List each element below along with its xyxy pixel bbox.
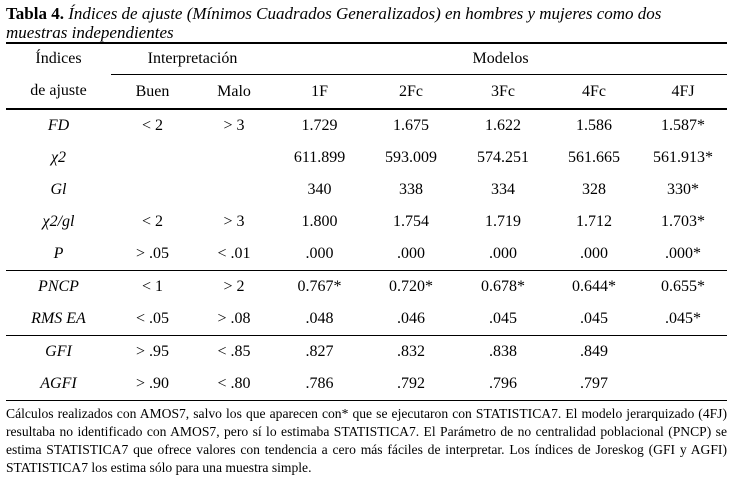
- index-name: Gl: [50, 181, 67, 198]
- header-model-3fc: 3Fc: [491, 82, 516, 100]
- criterion-malo: > 2: [194, 271, 274, 304]
- header-model-4fj: 4FJ: [671, 82, 695, 100]
- model-value: 0.720*: [365, 271, 457, 304]
- criterion-malo: < .01: [217, 245, 251, 262]
- model-value: .000: [580, 245, 609, 262]
- model-value: 1.622: [457, 109, 549, 142]
- header-modelos: Modelos: [274, 43, 727, 75]
- table-body: [6, 109, 727, 401]
- model-value: 0.767*: [274, 271, 365, 304]
- model-value: .045*: [665, 310, 702, 327]
- criterion-malo: [194, 174, 274, 206]
- model-value: 1.800: [301, 213, 338, 230]
- criterion-buen: < 2: [141, 213, 164, 230]
- model-value: .796: [457, 368, 549, 401]
- index-name: PNCP: [6, 271, 111, 304]
- model-value: .048: [305, 310, 334, 327]
- model-value: 1.712: [576, 213, 613, 230]
- model-value: [639, 368, 727, 401]
- index-name: FD: [6, 109, 111, 142]
- table-row: [6, 368, 727, 401]
- table-note: Cálculos realizados con AMOS7, salvo los que aparecen con* que se ejecutaron con STATISTICA7. El modelo jerarquizado (4FJ) resultaba no identificado con AMOS7, pero sí lo estimaba STATISTICA7. El Parámetro de no centralidad poblacional (PNCP) se estima STATISTICA7 que ofrece valores con tendencia a cero más fáciles de interpretar. Los índices de Joreskog (GFI y AGFI) STATISTICA7 los estima sólo para una muestra simple.: [6, 406, 727, 475]
- criterion-buen: [111, 174, 194, 206]
- fit-indices-table: [6, 42, 727, 401]
- model-value: 330*: [667, 181, 700, 198]
- table-row: [6, 303, 727, 336]
- model-value: [639, 336, 727, 369]
- criterion-malo: > 3: [194, 109, 274, 142]
- header-malo: Malo: [217, 82, 251, 100]
- header-row-1: [6, 43, 727, 75]
- caption-label: Tabla 4.: [6, 4, 64, 23]
- criterion-buen: > .05: [135, 245, 170, 262]
- index-name: RMS EA: [31, 310, 86, 327]
- index-name: χ2/gl: [42, 213, 75, 230]
- model-value: .797: [549, 368, 639, 401]
- header-row-2: [6, 75, 727, 110]
- model-value: .786: [274, 368, 365, 401]
- header-model-4fc: 4Fc: [582, 82, 607, 100]
- index-name: χ2: [50, 149, 67, 166]
- table-row: [6, 142, 727, 174]
- model-value: 1.703*: [661, 213, 706, 230]
- table-row: [6, 271, 727, 304]
- criterion-malo: < .85: [194, 336, 274, 369]
- index-name: GFI: [6, 336, 111, 369]
- model-value: 593.009: [385, 149, 438, 166]
- table-row: [6, 174, 727, 206]
- criterion-malo: < .80: [194, 368, 274, 401]
- header-model-2fc: 2Fc: [399, 82, 424, 100]
- criterion-malo: > 3: [223, 213, 245, 230]
- model-value: .000: [397, 245, 426, 262]
- model-value: 1.675: [365, 109, 457, 142]
- model-value: .827: [274, 336, 365, 369]
- model-value: 1.719: [485, 213, 522, 230]
- model-value: 1.586: [549, 109, 639, 142]
- model-value: 1.729: [274, 109, 365, 142]
- criterion-buen: > .95: [111, 336, 194, 369]
- header-indices-line2: de ajuste: [30, 82, 87, 100]
- index-name: P: [53, 245, 64, 262]
- header-indices-line1: Índices: [6, 43, 111, 75]
- model-value: 0.678*: [457, 271, 549, 304]
- criterion-malo: > .08: [217, 310, 251, 327]
- model-value: 0.655*: [639, 271, 727, 304]
- model-value: .838: [457, 336, 549, 369]
- model-value: .832: [365, 336, 457, 369]
- model-value: .000: [305, 245, 334, 262]
- criterion-malo: [194, 142, 274, 174]
- criterion-buen: < .05: [135, 310, 170, 327]
- model-value: .000: [489, 245, 518, 262]
- caption-text: Índices de ajuste (Mínimos Cuadrados Generalizados) en hombres y mujeres como dos muestras independientes: [6, 4, 662, 42]
- model-value: .792: [365, 368, 457, 401]
- model-value: .045: [489, 310, 518, 327]
- model-value: .849: [549, 336, 639, 369]
- criterion-buen: < 2: [111, 109, 194, 142]
- table-row: [6, 206, 727, 238]
- model-value: 574.251: [477, 149, 530, 166]
- model-value: .045: [580, 310, 609, 327]
- model-value: 334: [491, 181, 516, 198]
- table-caption: [6, 4, 727, 42]
- model-value: 340: [307, 181, 332, 198]
- model-value: .000*: [665, 245, 702, 262]
- table-row: [6, 238, 727, 271]
- criterion-buen: [111, 142, 194, 174]
- model-value: .046: [397, 310, 426, 327]
- criterion-buen: < 1: [111, 271, 194, 304]
- model-value: 1.587*: [639, 109, 727, 142]
- header-buen: Buen: [135, 82, 170, 100]
- model-value: 561.913*: [653, 149, 714, 166]
- model-value: 0.644*: [549, 271, 639, 304]
- header-model-1f: 1F: [311, 82, 328, 100]
- model-value: 1.754: [393, 213, 430, 230]
- index-name: AGFI: [6, 368, 111, 401]
- model-value: 338: [399, 181, 424, 198]
- table-row: [6, 336, 727, 369]
- model-value: 561.665: [568, 149, 621, 166]
- criterion-buen: > .90: [111, 368, 194, 401]
- header-interpretacion: Interpretación: [111, 43, 274, 75]
- model-value: 328: [582, 181, 607, 198]
- model-value: 611.899: [293, 149, 346, 166]
- table-row: [6, 109, 727, 142]
